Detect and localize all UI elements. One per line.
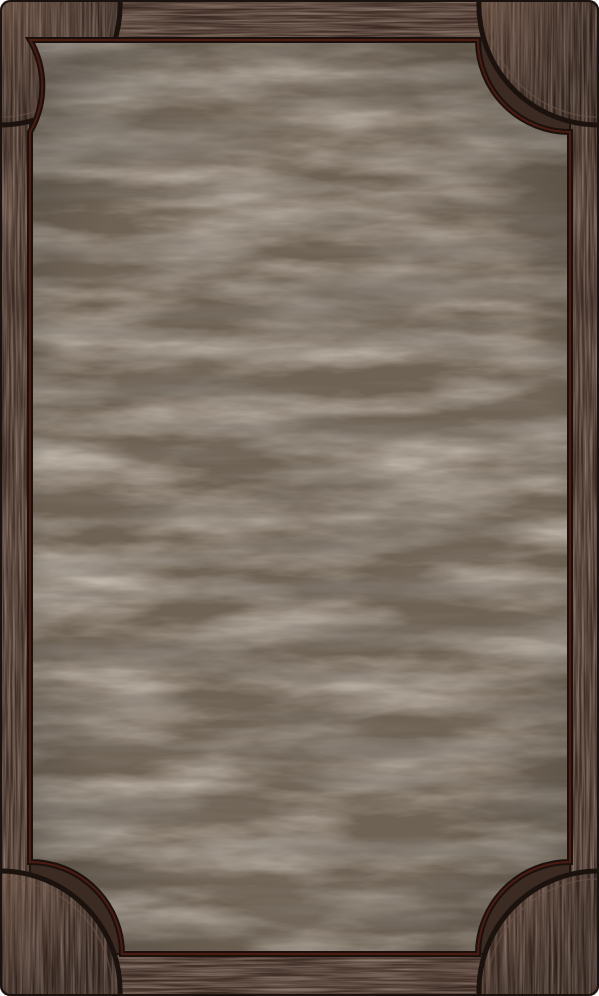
frame-left-board [0, 0, 30, 996]
frame-right-board [570, 0, 599, 996]
